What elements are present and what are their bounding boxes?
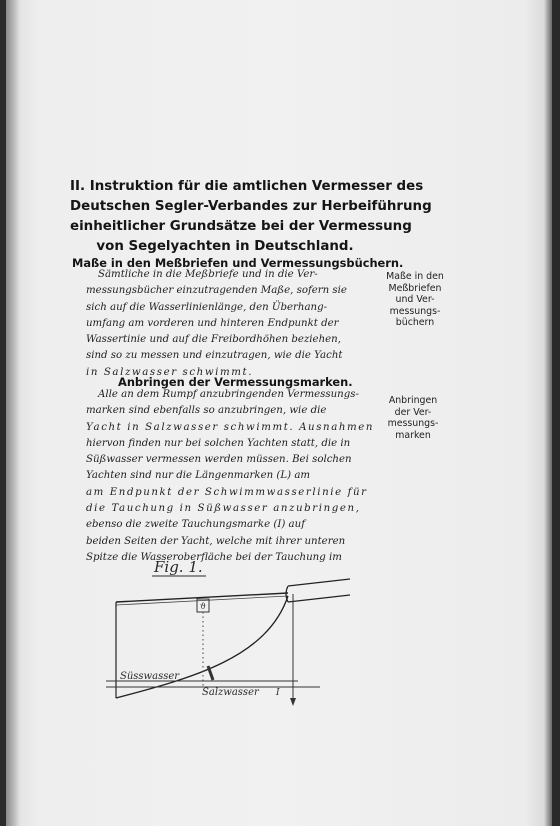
- hull-curve: [116, 596, 288, 698]
- saltwater-mark-label: I: [276, 688, 280, 698]
- mark-symbol: ϑ: [200, 602, 206, 611]
- text-line: sich auf die Wasserlinienlänge, den Überhang-: [86, 301, 328, 313]
- text-line: Süßwasser vermessen werden müssen. Bei solchen: [86, 454, 352, 466]
- chapter-heading: [70, 177, 432, 257]
- page-edge: [544, 0, 552, 826]
- paragraph: [86, 267, 382, 381]
- margin-note-line: messungs-: [387, 418, 439, 429]
- margin-note: [380, 271, 450, 329]
- book-page: [6, 0, 552, 826]
- text-line: Sämtliche in die Meßbriefe und in die Ver-: [98, 269, 318, 280]
- heading-line: II. Instruktion für die amtlichen Vermesser des: [70, 179, 424, 194]
- margin-note-line: der Ver-: [394, 406, 432, 418]
- margin-note-line: büchern: [395, 317, 435, 328]
- section-heading: Anbringen der Vermessungsmarken.: [118, 375, 353, 389]
- text-line: Spitze die Wasseroberfläche bei der Tauchung im: [86, 551, 342, 563]
- text-line: Alle an dem Rumpf anzubringenden Vermessungs-: [98, 389, 359, 400]
- margin-note-line: marken: [395, 429, 431, 441]
- freshwater-label: Süsswasser: [120, 671, 180, 682]
- deck-extension: [286, 579, 350, 602]
- text-line: Wassertinie und auf die Freibordhöhen beziehen,: [86, 334, 341, 346]
- heading-line: von Segelyachten in Deutschland.: [96, 239, 354, 254]
- text-line: Yachten sind nur die Längenmarken (L) am: [86, 470, 311, 482]
- plumb-weight: [290, 698, 296, 706]
- text-line: beiden Seiten der Yacht, welche mit ihrer unteren: [86, 535, 346, 547]
- text-line: umfang am vorderen und hinteren Endpunkt der: [86, 317, 339, 329]
- figure-caption: Fig. 1.: [154, 558, 203, 576]
- gutter-shadow: [6, 0, 20, 826]
- text-line: sind so zu messen und einzutragen, wie die Yacht: [86, 350, 343, 362]
- text-line: hiervon finden nur bei solchen Yachten statt, die in: [86, 437, 351, 449]
- text-line: messungsbücher einzutragenden Maße, sofern sie: [86, 285, 347, 297]
- margin-note-line: messungs-: [389, 305, 441, 317]
- hull-diagram: [102, 548, 352, 718]
- margin-note-line: Meßbriefen: [388, 282, 442, 294]
- text-line: am Endpunkt der Schwimmwasserlinie für: [86, 486, 368, 498]
- margin-note: [378, 395, 448, 441]
- heading-line: einheitlicher Grundsätze bei der Vermessung: [70, 219, 412, 234]
- text-line: die Tauchung in Süßwasser anzubringen,: [86, 503, 361, 515]
- saltwater-label: Salzwasser: [202, 687, 259, 698]
- section-heading: Maße in den Meßbriefen und Vermessungsbüchern.: [72, 256, 404, 270]
- text-line: Yacht in Salzwasser schwimmt. Ausnahmen: [86, 421, 375, 433]
- heading-line: Deutschen Segler-Verbandes zur Herbeiführung: [70, 199, 432, 214]
- margin-note-line: Anbringen: [388, 395, 438, 406]
- text-line: ebenso die zweite Tauchungsmarke (I) auf: [86, 519, 305, 531]
- text-line: in Salzwasser schwimmt.: [86, 366, 254, 378]
- margin-note-line: Maße in den: [386, 271, 444, 282]
- text-line: marken sind ebenfalls so anzubringen, wie die: [86, 405, 327, 417]
- margin-note-line: und Ver-: [395, 294, 435, 305]
- paragraph: [86, 387, 382, 566]
